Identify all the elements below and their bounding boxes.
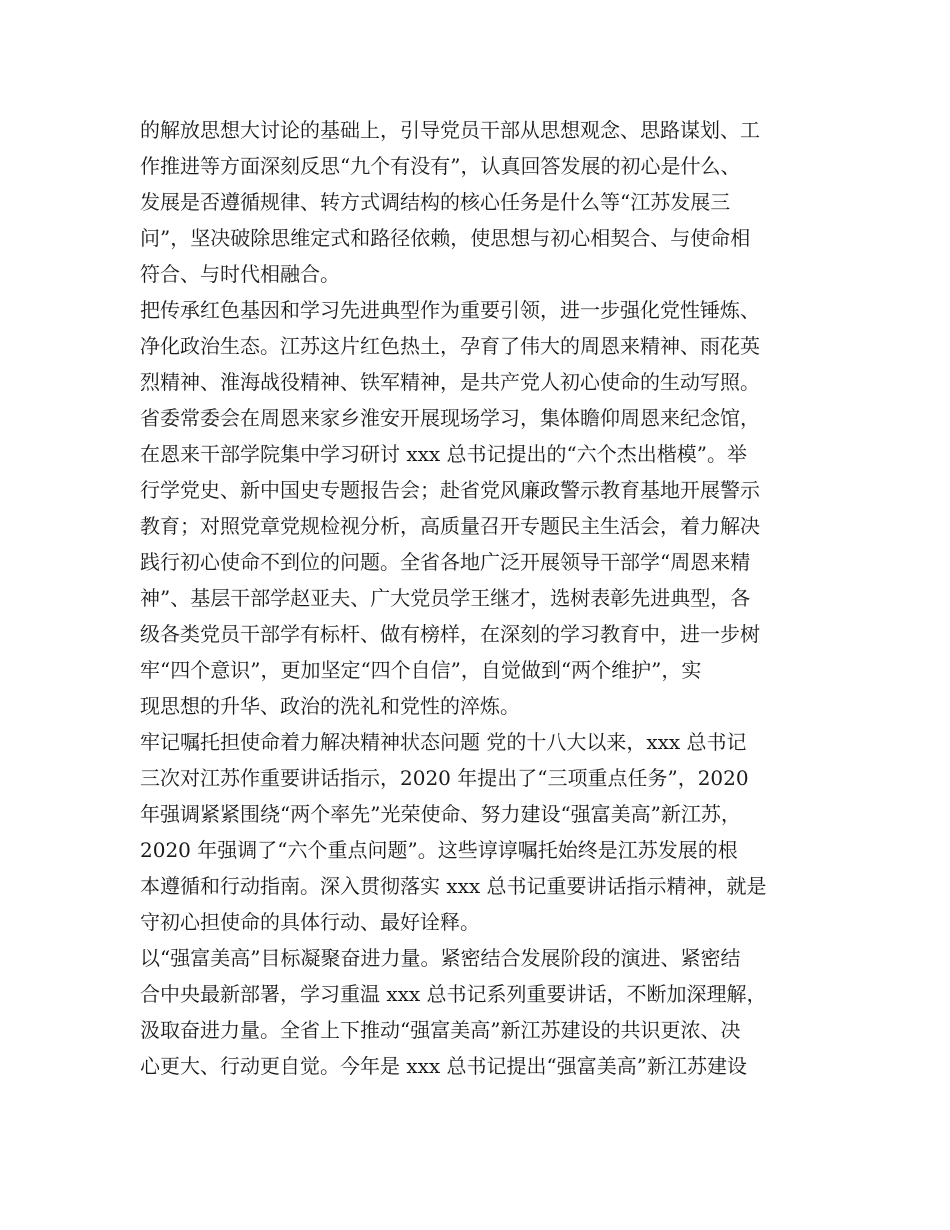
text-line: 现思想的升华、政治的洗礼和党性的淬炼。 <box>140 694 520 718</box>
text-line: 的解放思想大讨论的基础上，引导党员干部从思想观念、思路谋划、工 <box>140 118 760 142</box>
text-line: 牢“四个意识”，更加坚定“四个自信”，自觉做到“两个维护”，实 <box>140 658 702 682</box>
text-line: 把传承红色基因和学习先进典型作为重要引领，进一步强化党性锤炼、 <box>140 298 760 322</box>
text-line: 年强调紧紧围绕“两个率先”光荣使命、努力建设“强富美高”新江苏， <box>140 802 741 826</box>
text-line: 问”，坚决破除思维定式和路径依赖，使思想与初心相契合、与使命相 <box>140 226 751 250</box>
text-line: 牢记嘱托担使命着力解决精神状态问题 党的十八大以来，xxx 总书记 <box>140 730 747 754</box>
text-line: 汲取奋进力量。全省上下推动“强富美高”新江苏建设的共识更浓、决 <box>140 1018 741 1042</box>
text-line: 心更大、行动更自觉。今年是 xxx 总书记提出“强富美高”新江苏建设 <box>140 1054 748 1078</box>
text-line: 行学党史、新中国史专题报告会；赴省党风廉政警示教育基地开展警示 <box>140 478 760 502</box>
body-text <box>140 112 830 1084</box>
text-line: 神”、基层干部学赵亚夫、广大党员学王继才，选树表彰先进典型，各 <box>140 586 751 610</box>
text-line: 以“强富美高”目标凝聚奋进力量。紧密结合发展阶段的演进、紧密结 <box>140 946 741 970</box>
text-line: 符合、与时代相融合。 <box>140 262 340 286</box>
text-line: 本遵循和行动指南。深入贯彻落实 xxx 总书记重要讲话指示精神，就是 <box>140 874 767 898</box>
text-line: 发展是否遵循规律、转方式调结构的核心任务是什么等“江苏发展三 <box>140 190 731 214</box>
text-line: 作推进等方面深刻反思“九个有没有”，认真回答发展的初心是什么、 <box>140 154 741 178</box>
text-line: 三次对江苏作重要讲话指示，2020 年提出了“三项重点任务”，2020 <box>140 766 749 790</box>
text-line: 净化政治生态。江苏这片红色热土，孕育了伟大的周恩来精神、雨花英 <box>140 334 760 358</box>
text-line: 在恩来干部学院集中学习研讨 xxx 总书记提出的“六个杰出楷模”。举 <box>140 442 748 466</box>
text-line: 级各类党员干部学有标杆、做有榜样，在深刻的学习教育中，进一步树 <box>140 622 760 646</box>
text-line: 合中央最新部署，学习重温 xxx 总书记系列重要讲话，不断加深理解， <box>140 982 767 1006</box>
text-line: 2020 年强调了“六个重点问题”。这些谆谆嘱托始终是江苏发展的根 <box>140 838 738 862</box>
text-line: 教育；对照党章党规检视分析，高质量召开专题民主生活会，着力解决 <box>140 514 760 538</box>
text-line: 烈精神、淮海战役精神、铁军精神，是共产党人初心使命的生动写照。 <box>140 370 760 394</box>
text-line: 省委常委会在周恩来家乡淮安开展现场学习，集体瞻仰周恩来纪念馆， <box>140 406 760 430</box>
text-line: 践行初心使命不到位的问题。全省各地广泛开展领导干部学“周恩来精 <box>140 550 751 574</box>
text-line: 守初心担使命的具体行动、最好诠释。 <box>140 910 480 934</box>
